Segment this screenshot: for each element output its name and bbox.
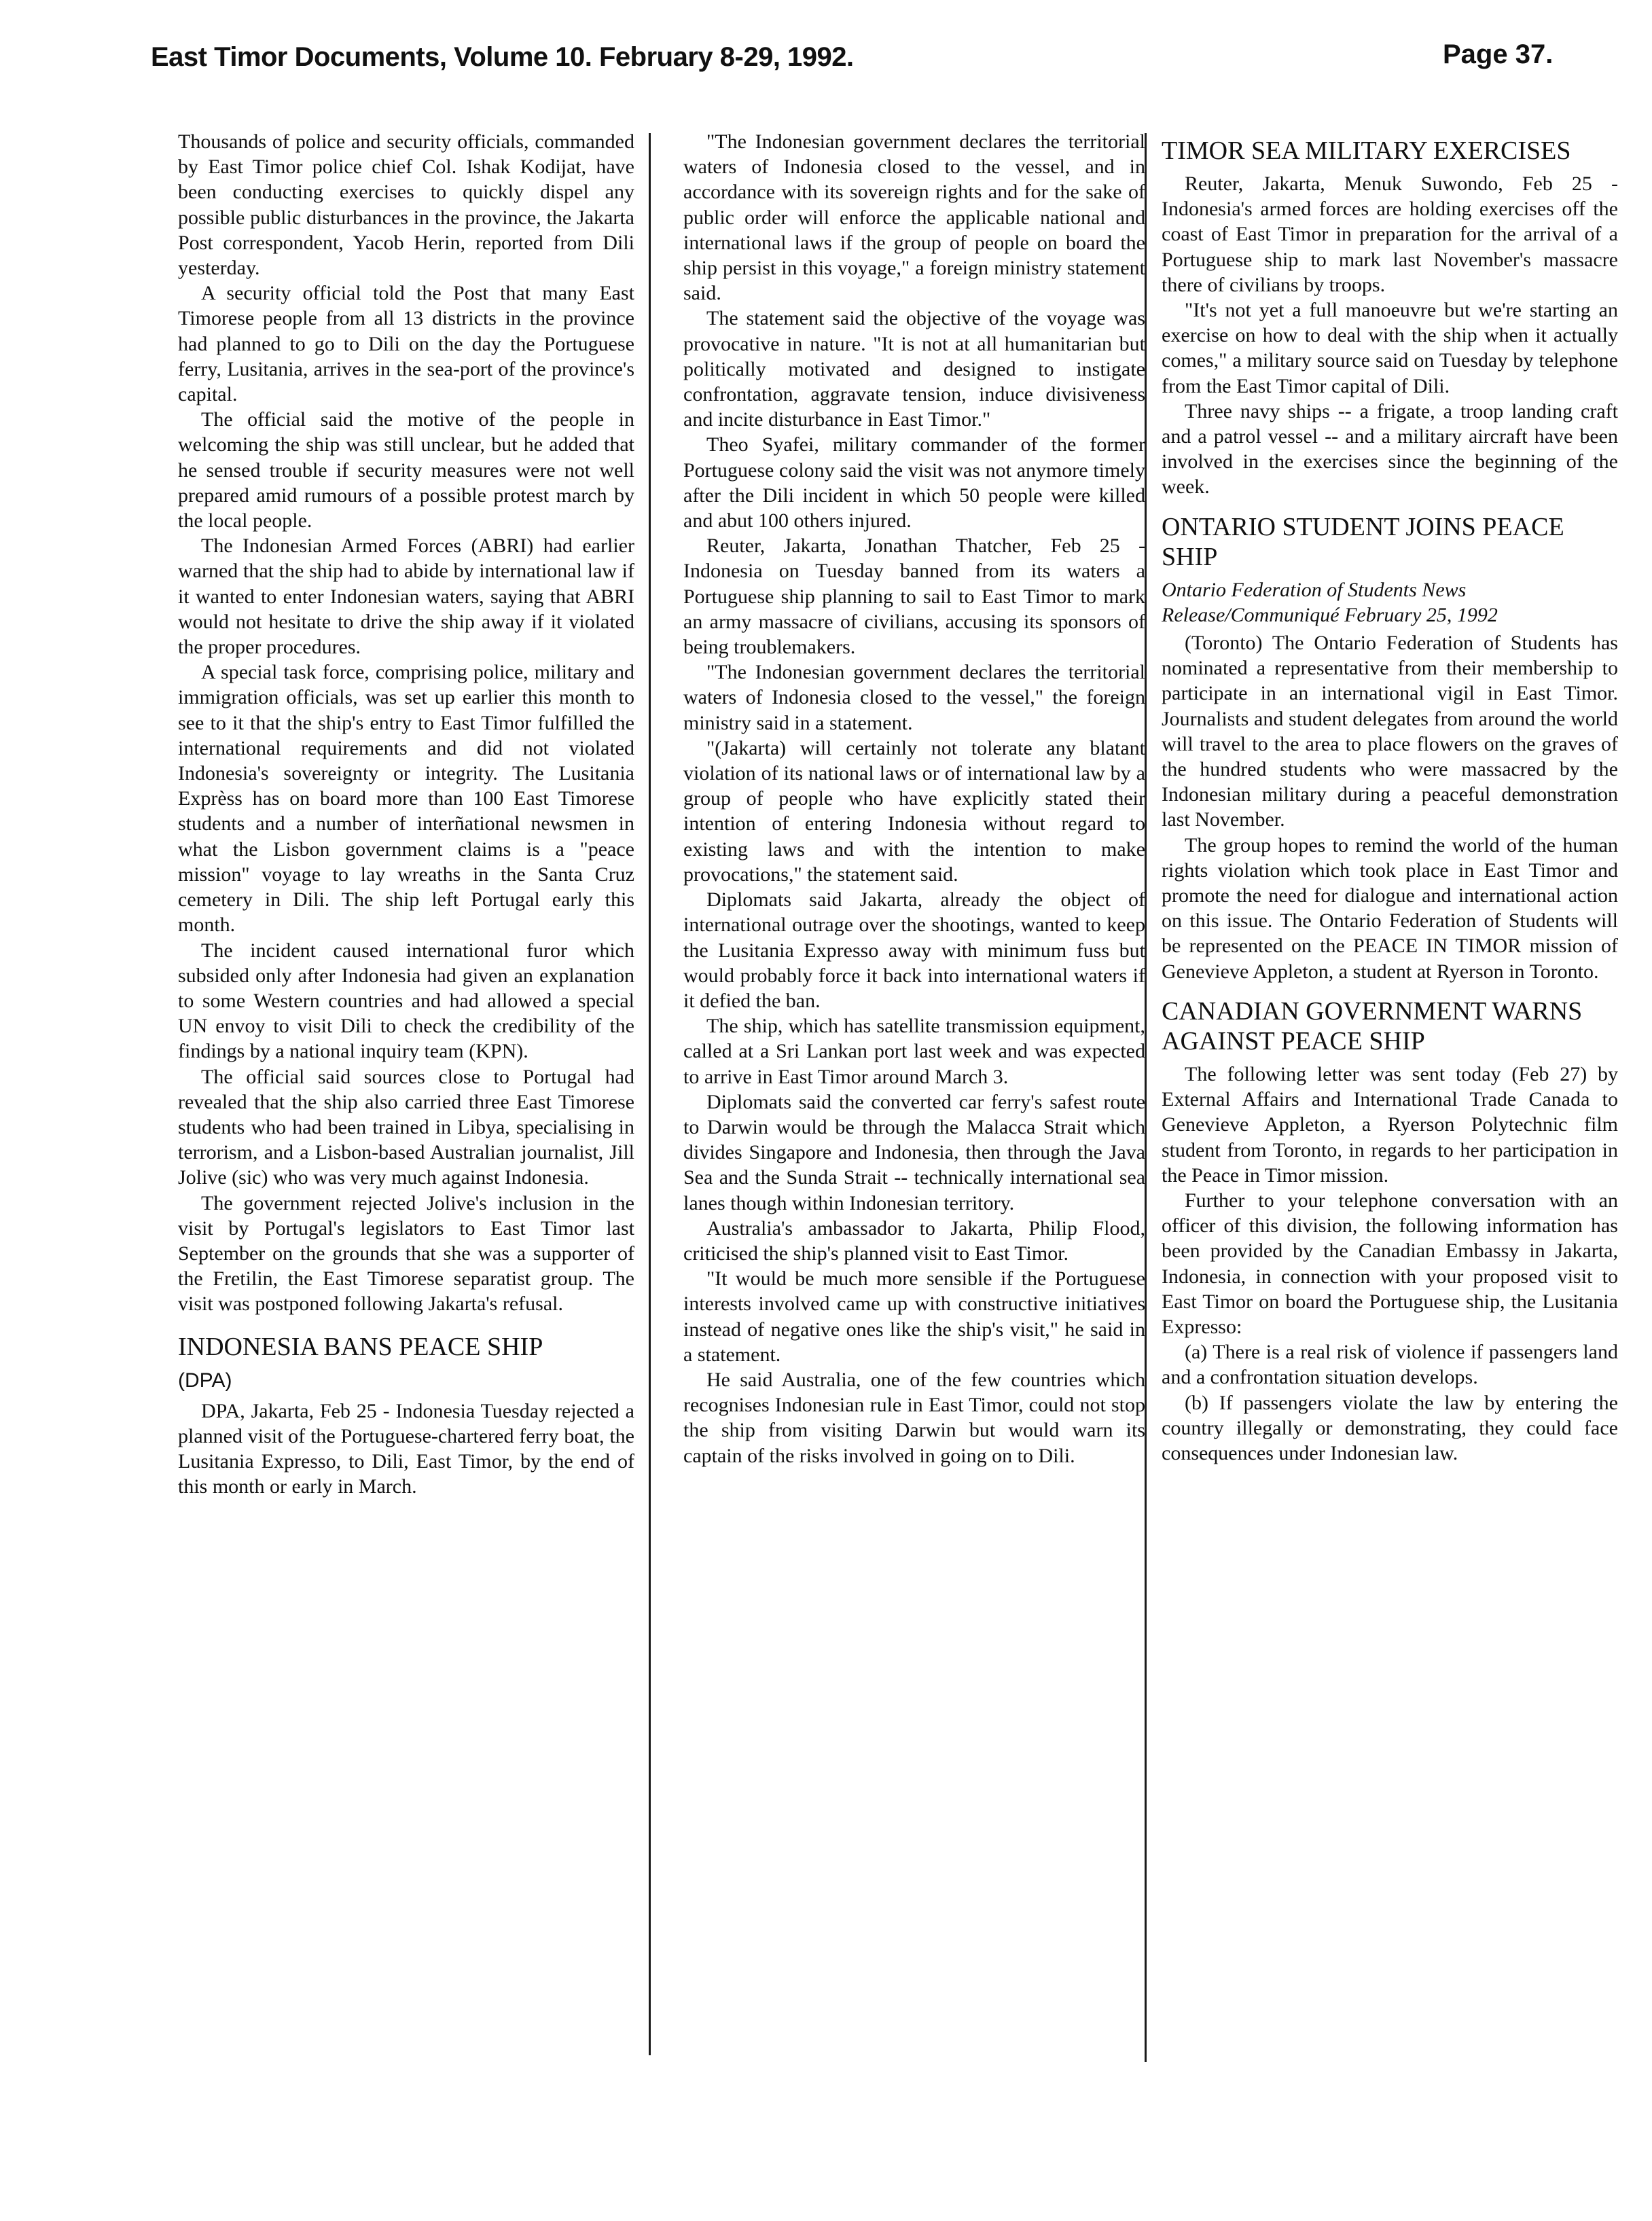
paragraph: "(Jakarta) will certainly not tolerate any blatant violation of its national laws or of international law by a group of people who have explicitly stated their intention of entering Indonesia without regard to existing laws and with the intention to make provocations," the statement said. bbox=[683, 736, 1145, 886]
paragraph: The group hopes to remind the world of the human rights violation which took place in East Timor and promote the need for dialogue and international action on this issue. The Ontario Federation of Students will be represented on the PEACE IN TIMOR mission of Genevieve Appleton, a student at Ryerson in Toronto. bbox=[1162, 833, 1618, 983]
article-source-line: Ontario Federation of Students News Release/Communiqué February 25, 1992 bbox=[1162, 578, 1498, 626]
column-2 bbox=[683, 129, 1145, 1468]
paragraph: DPA, Jakarta, Feb 25 - Indonesia Tuesday rejected a planned visit of the Portuguese-chartered ferry boat, the Lusitania Expresso, to Dili, East Timor, by the end of this month or early in March. bbox=[178, 1399, 634, 1498]
paragraph: A security official told the Post that many East Timorese people from all 13 districts in the province had planned to go to Dili on the day the Portuguese ferry, Lusitania, arrives in the sea-port of the province's capital. bbox=[178, 282, 634, 406]
paragraph: Theo Syafei, military commander of the former Portuguese colony said the visit was not anymore timely after the Dili incident in which 50 people were killed and abut 100 others injured. bbox=[683, 433, 1145, 532]
paragraph: Australia's ambassador to Jakarta, Philip Flood, criticised the ship's planned visit to East Timor. bbox=[683, 1216, 1145, 1265]
paragraph: "It's not yet a full manoeuvre but we're starting an exercise on how to deal with the ship when it actually comes," a military source said on Tuesday by telephone from the East Timor capital of Dili. bbox=[1162, 299, 1618, 397]
paragraph: Three navy ships -- a frigate, a troop landing craft and a patrol vessel -- and a military aircraft have been involved in the exercises since the beginning of the week. bbox=[1162, 399, 1618, 499]
column-3 bbox=[1162, 129, 1618, 1466]
page-header bbox=[0, 0, 1652, 95]
paragraph: The statement said the objective of the voyage was provocative in nature. "It is not at all humanitarian but politically motivated and designed to instigate confrontation, aggravate tension, induce divisiveness and incite disturbance in East Timor." bbox=[683, 307, 1145, 431]
paragraph: The ship, which has satellite transmission equipment, called at a Sri Lankan port last week and was expected to arrive in East Timor around March 3. bbox=[683, 1015, 1145, 1088]
article-heading: INDONESIA BANS PEACE SHIP bbox=[178, 1332, 543, 1361]
paragraph: Reuter, Jakarta, Menuk Suwondo, Feb 25 - Indonesia's armed forces are holding exercises off the coast of East Timor in preparation for the arrival of a Portuguese ship to mark last November's massacre there of civilians by troops. bbox=[1162, 173, 1618, 296]
paragraph: Reuter, Jakarta, Jonathan Thatcher, Feb 25 - Indonesia on Tuesday banned from its waters a Portuguese ship planning to sail to East Timor to mark an army massacre of civilians, accusing its sponsors of being troublemakers. bbox=[683, 535, 1145, 659]
paragraph: (b) If passengers violate the law by entering the country illegally or demonstrating, they could face consequences under Indonesian law. bbox=[1162, 1391, 1618, 1464]
paragraph: "The Indonesian government declares the territorial waters of Indonesia closed to the vessel," the foreign ministry said in a statement. bbox=[683, 661, 1145, 734]
article-heading: ONTARIO STUDENT JOINS PEACE SHIP bbox=[1162, 512, 1564, 571]
article-heading: TIMOR SEA MILITARY EXERCISES bbox=[1162, 137, 1571, 165]
paragraph: The following letter was sent today (Feb 27) by External Affairs and International Trade Canada to Genevieve Appleton, a Ryerson Polytechnic film student from Toronto, in regards to her participation in the Peace in Timor mission. bbox=[1162, 1062, 1618, 1187]
paragraph: Diplomats said the converted car ferry's safest route to Darwin would be through the Malacca Strait which divides Singapore and Indonesia, then through the Java Sea and the Sunda Strait -- technically international sea lanes though within Indonesian territory. bbox=[683, 1090, 1145, 1214]
column-rule-left bbox=[649, 133, 651, 2055]
paragraph: "It would be much more sensible if the Portuguese interests involved came up with constructive initiatives instead of negative ones like the ship's visit," he said in a statement. bbox=[683, 1267, 1145, 1366]
column-1 bbox=[178, 129, 634, 1499]
paragraph: The Indonesian Armed Forces (ABRI) had earlier warned that the ship had to abide by international law if it wanted to enter Indonesian waters, saying that ABRI would not hesitate to drive the ship away if it violated the proper procedures. bbox=[178, 535, 634, 659]
paragraph: The government rejected Jolive's inclusion in the visit by Portugal's legislators to East Timor last September on the grounds that she was a supporter of the Fretilin, the East Timorese separatist group. The visit was postponed following Jakarta's refusal. bbox=[178, 1191, 634, 1316]
paragraph: The official said the motive of the people in welcoming the ship was still unclear, but he added that he sensed trouble if security measures were not well prepared amid rumours of a possible protest march by the local people. bbox=[178, 408, 634, 532]
paragraph: (a) There is a real risk of violence if passengers land and a confrontation situation develops. bbox=[1162, 1341, 1618, 1389]
paragraph: "The Indonesian government declares the territorial waters of Indonesia closed to the vessel, and in accordance with its sovereign rights and for the sake of public order will enforce the applicable national and international laws if the group of people on board the ship persist in this voyage," a foreign ministry statement said. bbox=[683, 130, 1145, 305]
paragraph: Diplomats said Jakarta, already the object of international outrage over the shootings, wanted to keep the Lusitania Expresso away with minimum fuss but would probably force it back into international waters if it defied the ban. bbox=[683, 888, 1145, 1012]
article-source-tag: (DPA) bbox=[178, 1369, 232, 1392]
paragraph: A special task force, comprising police, military and immigration officials, was set up earlier this month to see to it that the ship's entry to East Timor fulfilled the international requirements and did not violated Indonesia's sovereignty or integrity. The Lusitania Exprèss has on board more than 100 East Timorese students and a number of interñational newsmen in what the Lisbon government claims is a "peace mission" voyage to lay wreaths in the Santa Cruz cemetery in Dili. The ship left Portugal early this month. bbox=[178, 661, 634, 937]
paragraph: The incident caused international furor which subsided only after Indonesia had given an explanation to some Western countries and had allowed a special UN envoy to visit Dili to check the credibility of the findings by a national inquiry team (KPN). bbox=[178, 939, 634, 1063]
paragraph: Thousands of police and security officials, commanded by East Timor police chief Col. Ishak Kodijat, have been conducting exercises to quickly dispel any possible public disturbances in the province, the Jakarta Post correspondent, Yacob Herin, reported from Dili yesterday. bbox=[178, 130, 634, 280]
document-title: East Timor Documents, Volume 10. February 8-29, 1992. bbox=[151, 42, 854, 72]
paragraph: He said Australia, one of the few countries which recognises Indonesian rule in East Timor, could not stop the ship from visiting Darwin but would warn its captain of the risks involved in going on to Dili. bbox=[683, 1368, 1145, 1467]
paragraph: Further to your telephone conversation with an officer of this division, the following information has been provided by the Canadian Embassy in Jakarta, Indonesia, in connection with your proposed visit to East Timor on board the Portuguese ship, the Lusitania Expresso: bbox=[1162, 1189, 1618, 1338]
paragraph: The official said sources close to Portugal had revealed that the ship also carried three East Timorese students who had been trained in Libya, specialising in terrorism, and a Lisbon-based Australian journalist, Jill Jolive (sic) who was very much against Indonesia. bbox=[178, 1065, 634, 1189]
paragraph: (Toronto) The Ontario Federation of Students has nominated a representative from their membership to participate in an international vigil in East Timor. Journalists and student delegates from around the world will travel to the area to place flowers on the graves of the hundred students who were massacred by the Indonesian military during a peaceful demonstration last November. bbox=[1162, 632, 1618, 831]
page-number: Page 37. bbox=[1443, 39, 1554, 69]
article-heading: CANADIAN GOVERNMENT WARNS AGAINST PEACE SHIP bbox=[1162, 996, 1583, 1055]
